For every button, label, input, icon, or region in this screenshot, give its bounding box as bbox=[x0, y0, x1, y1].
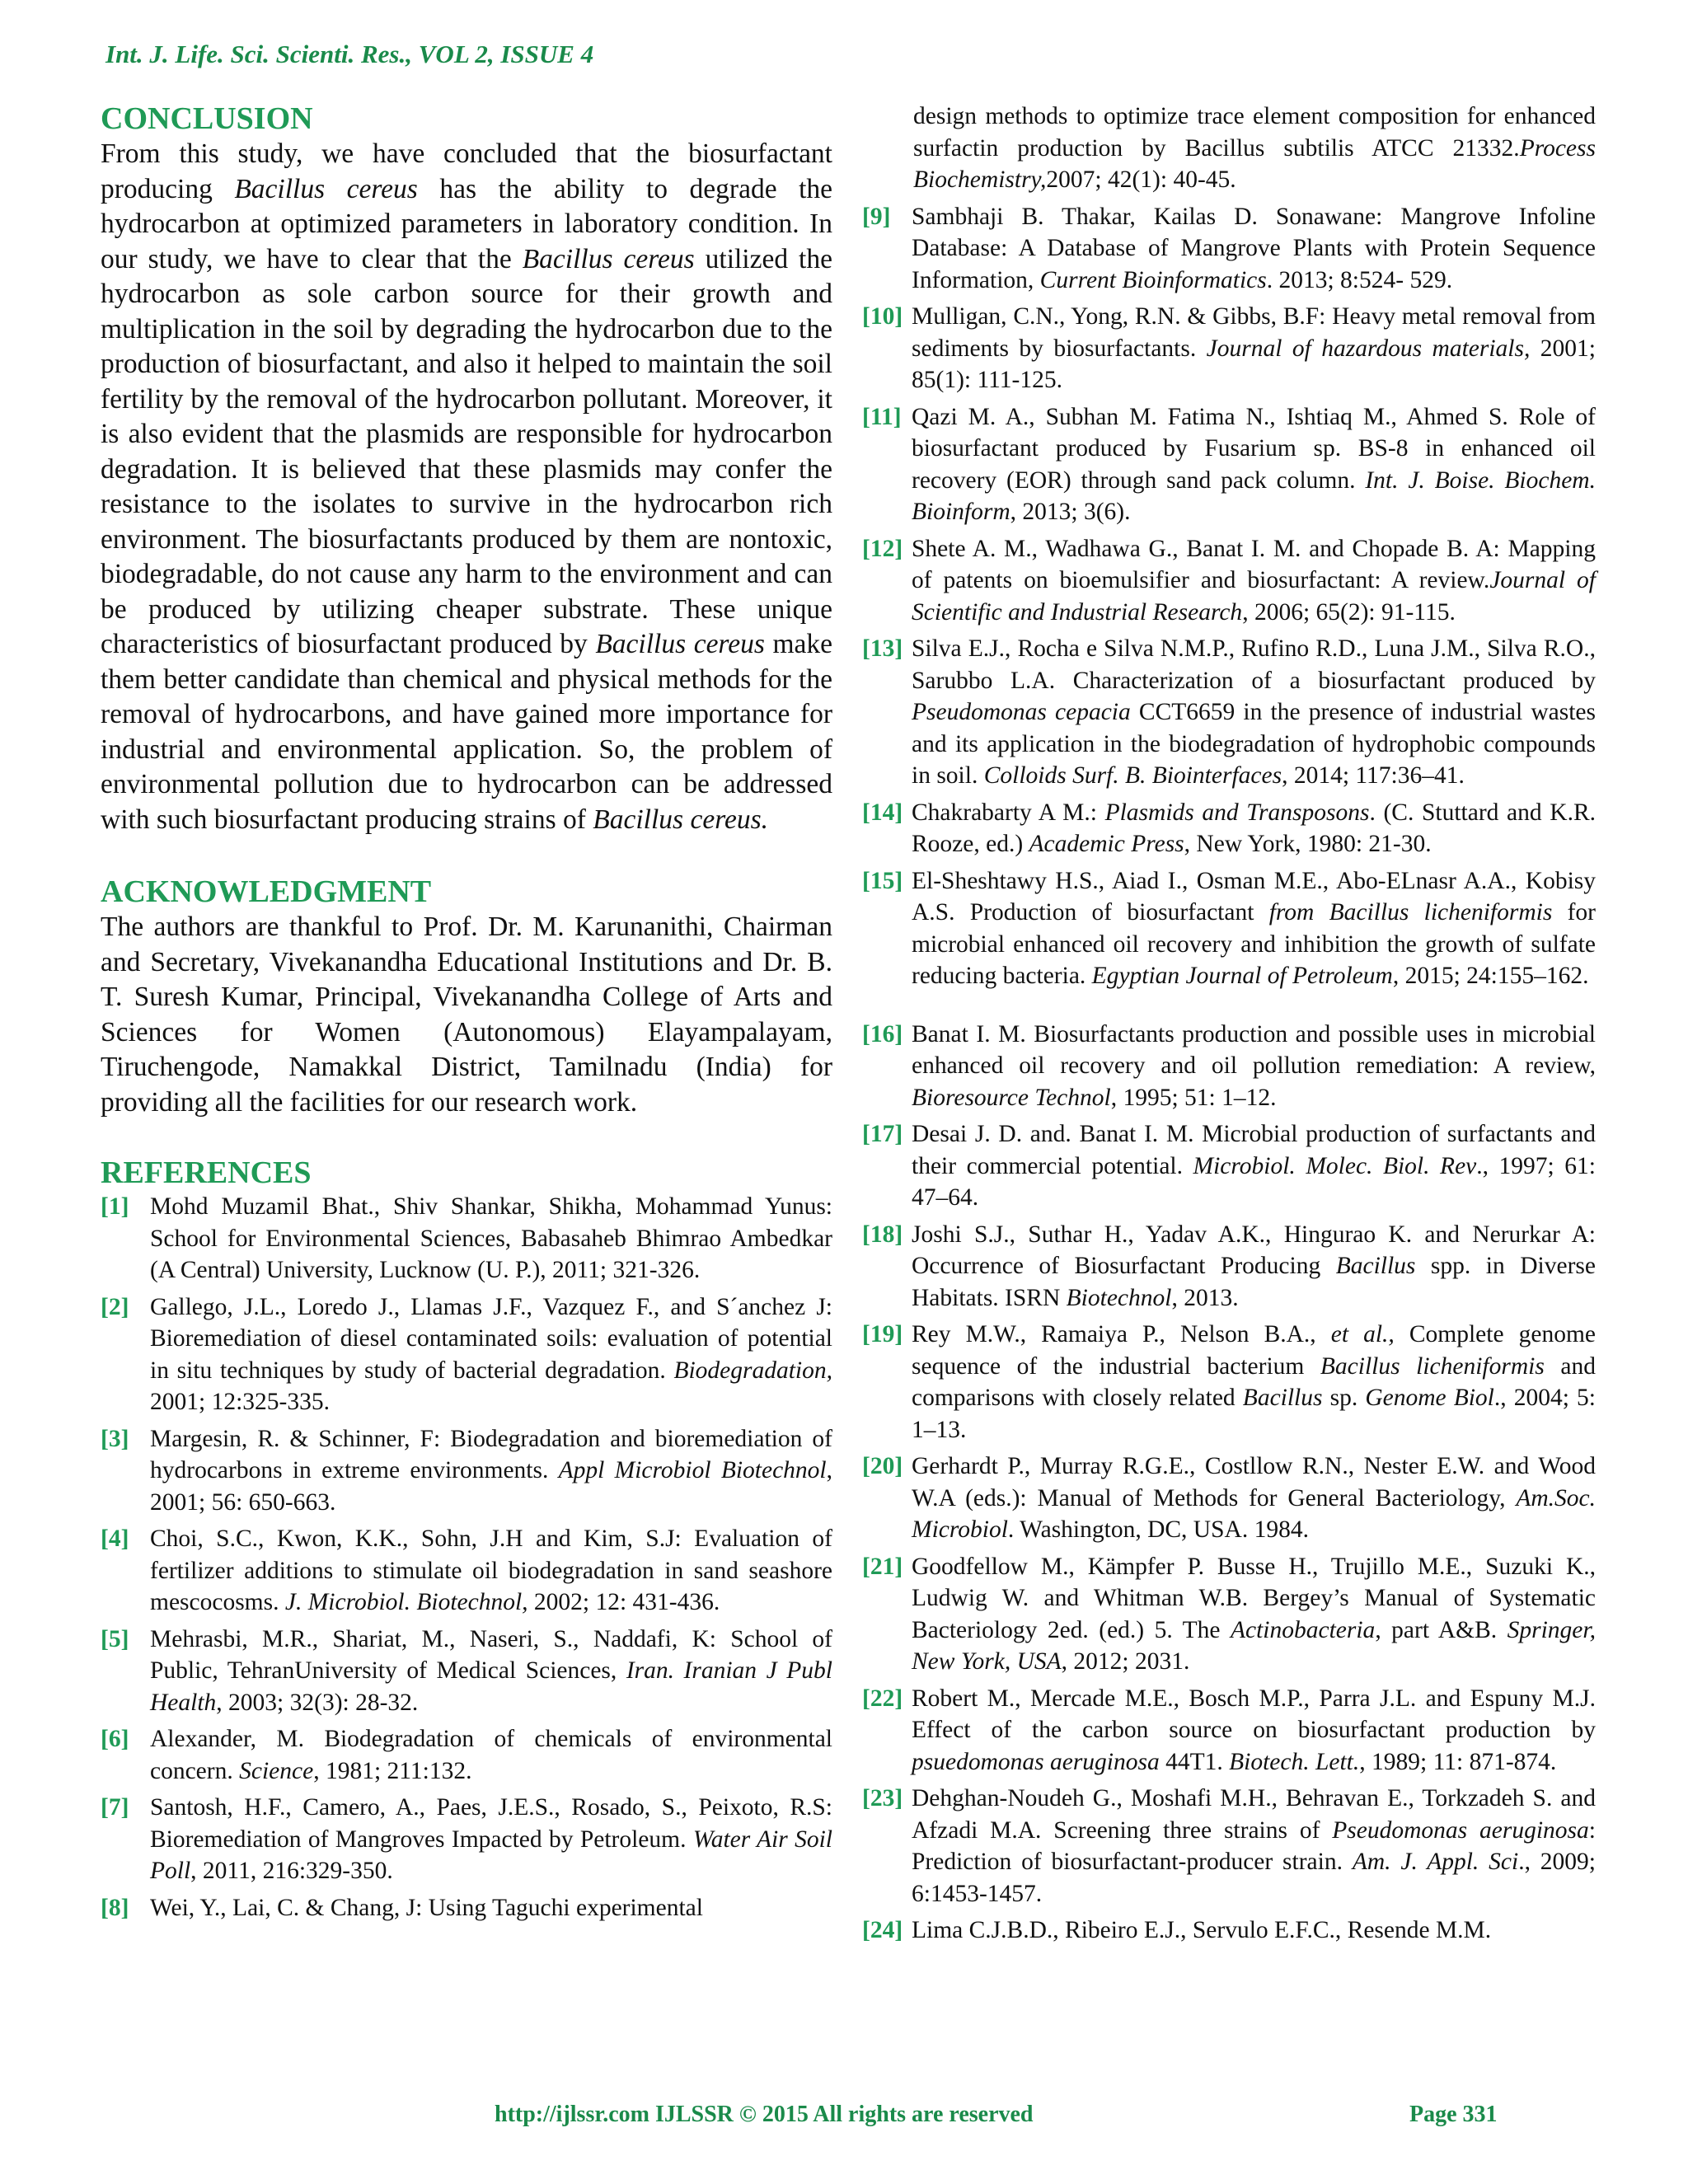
reference-item: [10] Mulligan, C.N., Yong, R.N. & Gibbs, B.F: Heavy metal removal from sediments by biosurfactants. Journal of hazardous materials, 2001; 85(1): 111-125. bbox=[862, 303, 1596, 393]
reference-item: [11] Qazi M. A., Subhan M. Fatima N., Ishtiaq M., Ahmed S. Role of biosurfactant produced by Fusarium sp. BS-8 in enhanced oil recovery (EOR) through sand pack column. Int. J. Boise. Biochem. Bioinform, 2013; 3(6). bbox=[862, 403, 1596, 525]
footer-copyright: http://ijlssr.com IJLSSR © 2015 All rights are reserved bbox=[495, 2102, 1034, 2127]
reference-item: [2] Gallego, J.L., Loredo J., Llamas J.F., Vazquez F., and S´anchez J: Bioremediation of diesel contaminated soils: evaluation of potential in situ techniques by study of bacterial degradation. Biodegradation, 2001; 12:325-335. bbox=[101, 1293, 832, 1415]
reference-item: [5] Mehrasbi, M.R., Shariat, M., Naseri, S., Naddafi, K: School of Public, TehranUniversity of Medical Sciences, Iran. Iranian J Publ Health, 2003; 32(3): 28-32. bbox=[101, 1625, 832, 1716]
reference-item: [23] Dehghan-Noudeh G., Moshafi M.H., Behravan E., Torkzadeh S. and Afzadi M.A. Screening three strains of Pseudomonas aeruginosa: Prediction of biosurfactant-producer strain. Am. J. Appl. Sci., 2009; 6:1453-1457. bbox=[862, 1785, 1596, 1907]
reference-list-right bbox=[862, 201, 1596, 1947]
reference-item: [3] Margesin, R. & Schinner, F: Biodegradation and bioremediation of hydrocarbons in extreme environments. Appl Microbiol Biotechnol, 2001; 56: 650-663. bbox=[101, 1425, 833, 1516]
acknowledgment-heading: ACKNOWLEDGMENT bbox=[101, 874, 432, 909]
reference-item: [21] Goodfellow M., Kämpfer P. Busse H., Trujillo M.E., Suzuki K., Ludwig W. and Whitman W.B. Bergey’s Manual of Systematic Bacteriology 2ed. (ed.) 5. The Actinobacteria, part A&B. Springer, New York, USA, 2012; 2031. bbox=[862, 1553, 1596, 1675]
reference-continuation: design methods to optimize trace element composition for enhanced surfactin production by Bacillus subtilis ATCC 21332.Process Biochemistry,2007; 42(1): 40-45. bbox=[913, 103, 1596, 193]
conclusion-heading: CONCLUSION bbox=[101, 101, 313, 136]
reference-item: [14] Chakrabarty A M.: Plasmids and Transposons. (C. Stuttard and K.R. Rooze, ed.) Academic Press, New York, 1980: 21-30. bbox=[862, 799, 1596, 857]
references-heading: REFERENCES bbox=[101, 1155, 312, 1190]
acknowledgment-text: The authors are thankful to Prof. Dr. M. Karunanithi, Chairman and Secretary, Vivekanandha Educational Institutions and Dr. B. T. Suresh Kumar, Principal, Vivekanandha College of Arts and Sciences for Women (Autonomous) Elayampalayam, Tiruchengode, Namakkal District, Tamilnadu (India) for providing all the facilities for our research work. bbox=[101, 912, 832, 1118]
reference-item: [6] Alexander, M. Biodegradation of chemicals of environmental concern. Science, 1981; 211:132. bbox=[101, 1726, 832, 1784]
reference-list-left bbox=[101, 1191, 832, 1924]
reference-item: [4] Choi, S.C., Kwon, K.K., Sohn, J.H and Kim, S.J: Evaluation of fertilizer additions to stimulate oil biodegradation in sand seashore mescocosms. J. Microbiol. Biotechnol, 2002; 12: 431-436. bbox=[101, 1526, 832, 1615]
reference-item: [12] Shete A. M., Wadhawa G., Banat I. M. and Chopade B. A: Mapping of patents on bioemulsifier and biosurfactant: A review.Journal of Scientific and Industrial Research, 2006; 65(2): 91-115. bbox=[862, 535, 1597, 626]
left-column bbox=[101, 101, 832, 1929]
reference-item: [16] Banat I. M. Biosurfactants production and possible uses in microbial enhanced oil recovery and oil pollution remediation: A review, Bioresource Technol, 1995; 51: 1–12. bbox=[862, 1020, 1596, 1111]
journal-header: Int. J. Life. Sci. Scienti. Res., VOL 2, ISSUE 4 bbox=[106, 40, 594, 68]
reference-item: [22] Robert M., Mercade M.E., Bosch M.P., Parra J.L. and Espuny M.J. Effect of the carbon source on biosurfactant production by psuedomonas aeruginosa 44T1. Biotech. Lett., 1989; 11: 871-874. bbox=[862, 1685, 1596, 1775]
page-number: Page 331 bbox=[1409, 2102, 1498, 2127]
reference-item: [20] Gerhardt P., Murray R.G.E., Costllow R.N., Nester E.W. and Wood W.A (eds.): Manual of Methods for General Bacteriology, Am.Soc. Microbiol. Washington, DC, USA. 1984. bbox=[862, 1453, 1596, 1543]
right-column bbox=[862, 101, 1596, 1952]
reference-item: [24] Lima C.J.B.D., Ribeiro E.J., Servulo E.F.C., Resende M.M. bbox=[862, 1917, 1492, 1943]
reference-item: [1] Mohd Muzamil Bhat., Shiv Shankar, Shikha, Mohammad Yunus: School for Environmental Sciences, Babasaheb Bhimrao Ambedkar (A Central) University, Lucknow (U. P.), 2011; 321-326. bbox=[101, 1193, 832, 1283]
reference-spacer bbox=[862, 997, 1596, 1019]
reference-item: [19] Rey M.W., Ramaiya P., Nelson B.A., et al., Complete genome sequence of the industrial bacterium Bacillus licheniformis and comparisons with closely related Bacillus sp. Genome Biol., 2004; 5: 1–13. bbox=[862, 1321, 1596, 1443]
reference-item: [9] Sambhaji B. Thakar, Kailas D. Sonawane: Mangrove Infoline Database: A Database of Mangrove Plants with Protein Sequence Information, Current Bioinformatics. 2013; 8:524- 529. bbox=[862, 203, 1596, 293]
conclusion-text: From this study, we have concluded that the biosurfactant producing Bacillus cereus has the ability to degrade the hydrocarbon at optimized parameters in laboratory condition. In our study, we have to clear that the Bacillus cereus utilized the hydrocarbon as sole carbon source for their growth and multiplication in the soil by degrading the hydrocarbon due to the production of biosurfactant, and also it helped to maintain the soil fertility by the removal of the hydrocarbon pollutant. Moreover, it is also evident that the plasmids are responsible for hydrocarbon degradation. It is believed that these plasmids may confer the resistance to the isolates to survive in the hydrocarbon rich environment. The biosurfactants produced by them are nontoxic, biodegradable, do not cause any harm to the environment and can be produced by utilizing cheaper substrate. These unique characteristics of biosurfactant produced by Bacillus cereus make them better candidate than chemical and physical methods for the removal of hydrocarbons, and have gained more importance for industrial and environmental application. So, the problem of environmental pollution due to hydrocarbon can be addressed with such biosurfactant producing strains of Bacillus cereus. bbox=[101, 138, 833, 835]
reference-item: [15] El-Sheshtawy H.S., Aiad I., Osman M.E., Abo-ELnasr A.A., Kobisy A.S. Production of biosurfactant from Bacillus licheniformis for microbial enhanced oil recovery and inhibition the growth of sulfate reducing bacteria. Egyptian Journal of Petroleum, 2015; 24:155–162. bbox=[862, 867, 1597, 989]
reference-item: [8] Wei, Y., Lai, C. & Chang, J: Using Taguchi experimental bbox=[101, 1894, 703, 1921]
reference-item: [7] Santosh, H.F., Camero, A., Paes, J.E.S., Rosado, S., Peixoto, R.S: Bioremediation of Mangroves Impacted by Petroleum. Water Air Soil Poll, 2011, 216:329-350. bbox=[101, 1794, 832, 1884]
reference-item: [13] Silva E.J., Rocha e Silva N.M.P., Rufino R.D., Luna J.M., Silva R.O., Sarubbo L.A. Characterization of a biosurfactant produced by Pseudomonas cepacia CCT6659 in the presence of industrial wastes and its application in the biodegradation of hydrophobic compounds in soil. Colloids Surf. B. Biointerfaces, 2014; 117:36–41. bbox=[862, 635, 1596, 789]
reference-item: [18] Joshi S.J., Suthar H., Yadav A.K., Hingurao K. and Nerurkar A: Occurrence of Biosurfactant Producing Bacillus spp. in Diverse Habitats. ISRN Biotechnol, 2013. bbox=[862, 1221, 1596, 1311]
reference-item: [17] Desai J. D. and. Banat I. M. Microbial production of surfactants and their commercial potential. Microbiol. Molec. Biol. Rev., 1997; 61: 47–64. bbox=[862, 1121, 1596, 1211]
